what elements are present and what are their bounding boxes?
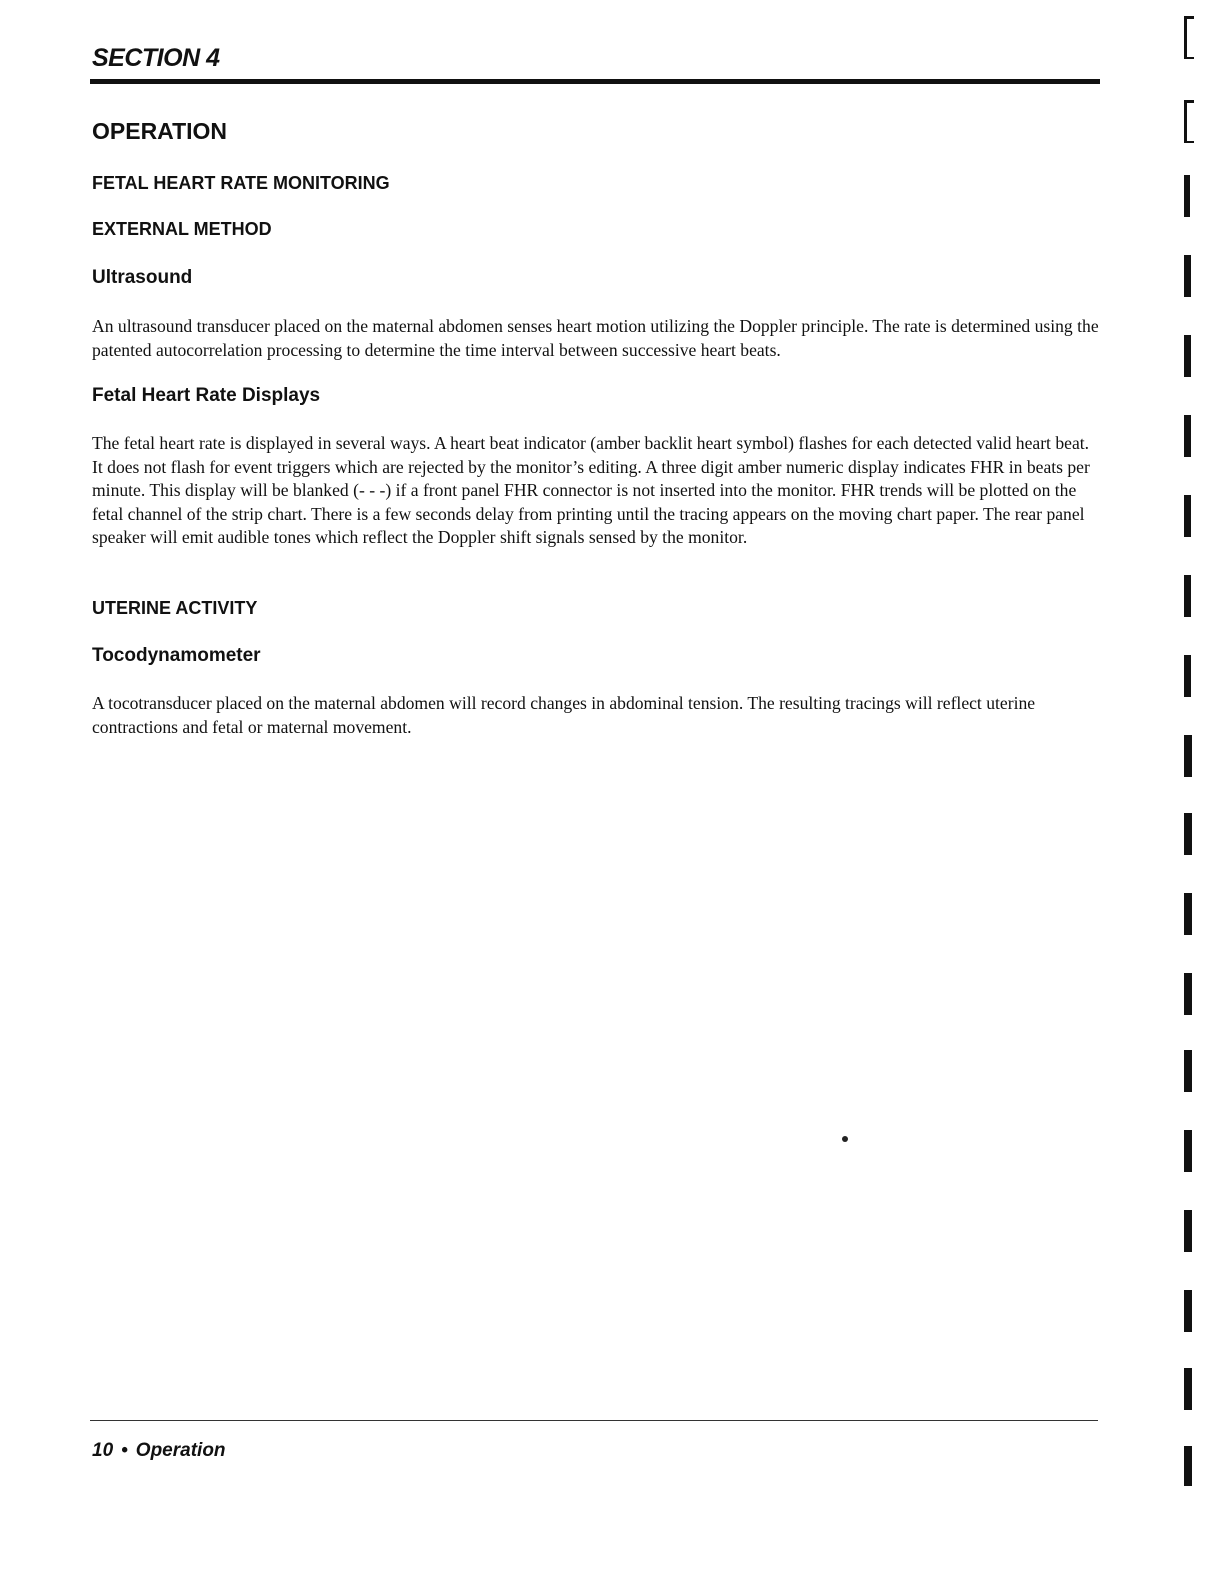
uterine-activity-heading: UTERINE ACTIVITY (92, 598, 258, 618)
binding-bracket (1184, 100, 1194, 143)
ultrasound-paragraph: An ultrasound transducer placed on the maternal abdomen senses heart motion utilizing the Doppler principle. The rate is determined using the patented autocorrelation processing to determine the time interval between successive heart beats. (92, 316, 1099, 360)
fhr-monitoring-heading: FETAL HEART RATE MONITORING (92, 173, 390, 193)
section-label: SECTION 4 (92, 44, 220, 72)
tocodynamometer-heading: Tocodynamometer (92, 645, 261, 666)
binding-bracket (1184, 893, 1192, 935)
footer-rule (90, 1420, 1098, 1421)
tocodynamometer-paragraph: A tocotransducer placed on the maternal abdomen will record changes in abdominal tension. The resulting tracings will reflect uterine contractions and fetal or maternal movement. (92, 693, 1036, 737)
binding-bracket (1184, 16, 1194, 59)
binding-bracket (1184, 1210, 1192, 1252)
binding-bracket (1184, 415, 1191, 457)
footer-section-name: Operation (135, 1440, 226, 1461)
binding-bracket (1184, 973, 1192, 1015)
page-title: OPERATION (92, 118, 228, 144)
footer-separator: • (121, 1440, 128, 1461)
binding-edge (1180, 0, 1220, 1584)
binding-bracket (1184, 1290, 1192, 1332)
page-number: 10 (92, 1440, 114, 1461)
binding-bracket (1184, 335, 1191, 377)
binding-bracket (1184, 1050, 1192, 1092)
binding-bracket (1184, 655, 1191, 697)
binding-bracket (1184, 175, 1190, 217)
binding-bracket (1184, 255, 1191, 297)
binding-bracket (1184, 495, 1191, 537)
ultrasound-heading: Ultrasound (92, 267, 193, 288)
external-method-heading: EXTERNAL METHOD (92, 219, 272, 239)
binding-bracket (1184, 813, 1192, 855)
header-rule (90, 79, 1100, 84)
page-footer (92, 1440, 226, 1462)
binding-bracket (1184, 1130, 1192, 1172)
fhr-displays-heading: Fetal Heart Rate Displays (92, 385, 321, 406)
binding-bracket (1184, 575, 1191, 617)
binding-bracket (1184, 735, 1192, 777)
fhr-displays-paragraph: The fetal heart rate is displayed in several ways. A heart beat indicator (amber backlit heart symbol) flashes for each detected valid heart beat. It does not flash for event triggers which are rejected by the monitor’s editing. A three digit amber numeric display indicates FHR in beats per minute. This display will be blanked (- - -) if a front panel FHR connector is not inserted into the monitor. FHR trends will be plotted on the fetal channel of the strip chart. There is a few seconds delay from printing until the tracing appears on the moving chart paper. The rear panel speaker will emit audible tones which reflect the Doppler shift signals sensed by the monitor. (92, 433, 1090, 548)
binding-bracket (1184, 1368, 1192, 1410)
scan-speck (842, 1136, 848, 1142)
binding-bracket (1184, 1446, 1192, 1486)
